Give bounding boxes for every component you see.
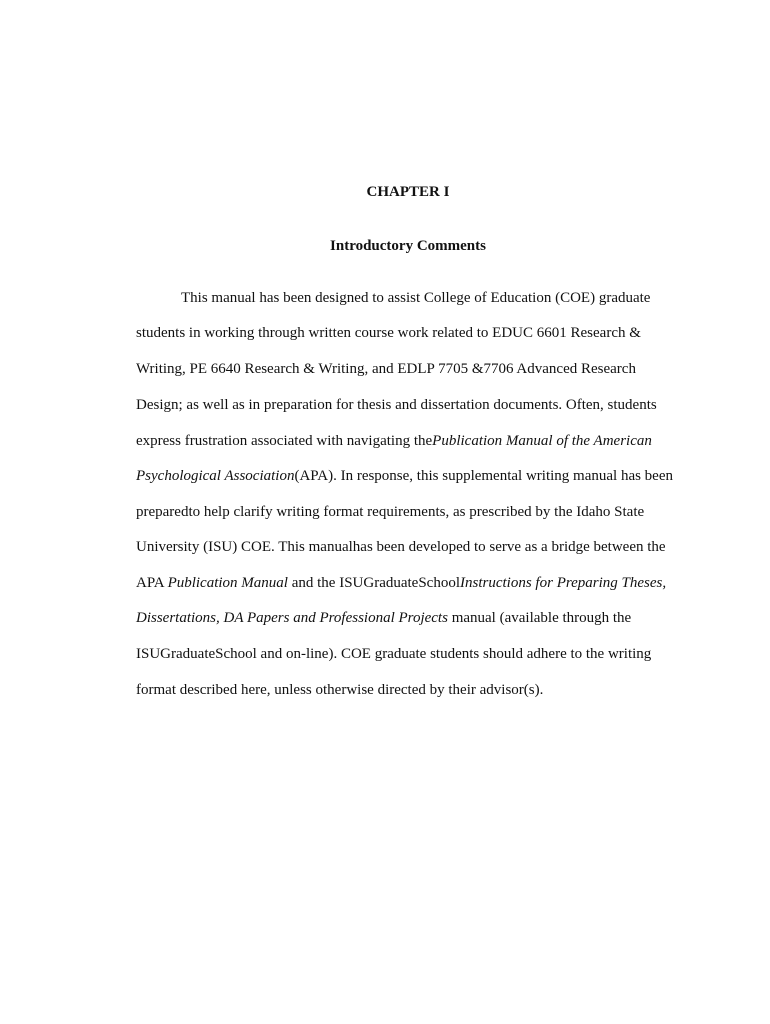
- paragraph-line: [136, 395, 657, 415]
- text-run: preparedto help clarify writing format requirements, as prescribed by the Idaho State: [136, 504, 645, 520]
- text-run: Design; as well as in preparation for thesis and dissertation documents. Often, students: [136, 397, 657, 413]
- text-run: This manual has been designed to assist College of Education (COE) graduate: [181, 290, 651, 306]
- chapter-heading: CHAPTER I: [366, 184, 450, 200]
- paragraph-line: [136, 323, 641, 343]
- section-heading: Introductory Comments: [330, 238, 486, 254]
- paragraph-line: [136, 431, 652, 451]
- text-run: express frustration associated with navigating the: [136, 433, 433, 449]
- paragraph-line: [136, 537, 666, 557]
- text-run: Writing, PE 6640 Research & Writing, and EDLP 7705 &7706 Advanced Research: [136, 361, 636, 377]
- italic-title-text: Publication Manual of the American: [432, 433, 652, 449]
- italic-title-text: Psychological Association: [136, 468, 295, 484]
- paragraph-line: [136, 359, 636, 379]
- paragraph-line: [181, 288, 650, 308]
- text-run: ISUGraduateSchool and on-line). COE graduate students should adhere to the writing: [136, 646, 652, 662]
- text-run: format described here, unless otherwise directed by their advisor(s).: [136, 682, 544, 698]
- text-run: (APA). In response, this supplemental writing manual has been: [294, 468, 673, 484]
- text-run: APA: [136, 575, 168, 591]
- italic-title-text: Publication Manual: [167, 575, 288, 591]
- paragraph-line: [136, 573, 666, 593]
- text-run: University (ISU) COE. This manualhas been developed to serve as a bridge between the: [136, 539, 666, 555]
- paragraph-line: [136, 502, 644, 522]
- paragraph-line: [136, 644, 651, 664]
- text-run: manual (available through the: [447, 610, 632, 626]
- paragraph-line: [136, 680, 543, 700]
- italic-title-text: Dissertations, DA Papers and Professional Projects: [136, 610, 448, 626]
- text-run: and the ISUGraduateSchool: [287, 575, 461, 591]
- italic-title-text: Instructions for Preparing Theses,: [460, 575, 667, 591]
- text-run: students in working through written course work related to EDUC 6601 Research &: [136, 325, 641, 341]
- paragraph-line: [136, 466, 673, 486]
- paragraph-line: [136, 608, 631, 628]
